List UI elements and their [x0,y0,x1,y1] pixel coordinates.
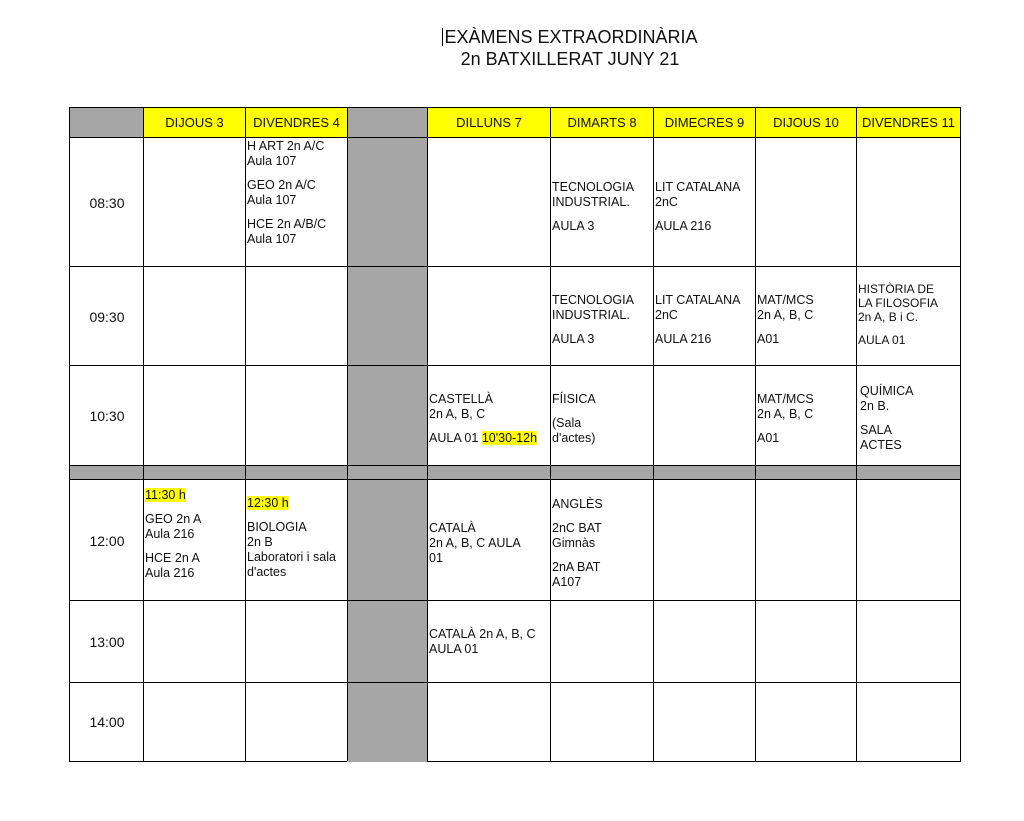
time-0830: 08:30 [89,195,125,211]
exam-slot: 11:30 h GEO 2n A Aula 216 HCE 2n A Aula 216 [145,488,202,580]
corner-header-cell [70,108,143,137]
exam-slot: QUÍMICA 2n B. SALA ACTES [860,384,914,452]
day-header-divendres-4: DIVENDRES 4 [253,115,340,130]
exam-slot: LIT CATALANA 2nC AULA 216 [655,180,741,233]
exam-slot: H ART 2n A/C Aula 107 GEO 2n A/C Aula 107 HCE 2n A/B/C Aula 107 [247,139,327,246]
time-1400: 14:00 [89,714,125,730]
time-1030: 10:30 [89,408,125,424]
exam-slot: TECNOLOGIA INDUSTRIAL. AULA 3 [552,180,634,233]
day-header-dimecres-9: DIMECRES 9 [664,115,745,130]
exam-slot: CATALÀ 2n A, B, C AULA 01 [429,627,536,656]
document-title: EXÀMENS EXTRAORDINÀRIA [444,27,698,47]
exam-schedule-table [69,107,961,762]
weekend-separator-column [347,108,427,762]
day-header-dimarts-8: DIMARTS 8 [567,115,637,130]
time-highlight: 12:30 h [247,496,289,510]
exam-slot: HISTÒRIA DE LA FILOSOFIA 2n A, B i C. AULA 01 [858,282,939,347]
time-1300: 13:00 [89,634,125,650]
day-header-divendres-11: DIVENDRES 11 [862,115,955,130]
exam-slot: CASTELLÀ 2n A, B, C AULA 01 10'30-12h [429,392,538,445]
exam-slot: ANGLÈS 2nC BAT Gimnàs 2nA BAT A107 [552,497,603,589]
break-separator-row [70,465,960,479]
day-header-dijous-10: DIJOUS 10 [773,115,839,130]
exam-slot: CATALÀ 2n A, B, C AULA 01 [429,521,521,565]
time-1200: 12:00 [89,533,125,549]
exam-slot: MAT/MCS 2n A, B, C A01 [757,293,814,346]
day-header-dijous-3: DIJOUS 3 [165,115,224,130]
exam-slot: FÍISICA (Sala d'actes) [552,392,596,445]
exam-slot: MAT/MCS 2n A, B, C A01 [757,392,814,445]
exam-slot: TECNOLOGIA INDUSTRIAL. AULA 3 [552,293,634,346]
day-header-dilluns-7: DILLUNS 7 [456,115,522,130]
time-0930: 09:30 [89,309,125,325]
time-highlight: 10'30-12h [481,431,538,445]
exam-slot: 12:30 h BIOLOGIA 2n B Laboratori i sala d'actes [247,496,336,579]
document-subtitle: 2n BATXILLERAT JUNY 21 [460,49,680,69]
time-highlight: 11:30 h [145,488,186,502]
exam-slot: LIT CATALANA 2nC AULA 216 [655,293,741,346]
